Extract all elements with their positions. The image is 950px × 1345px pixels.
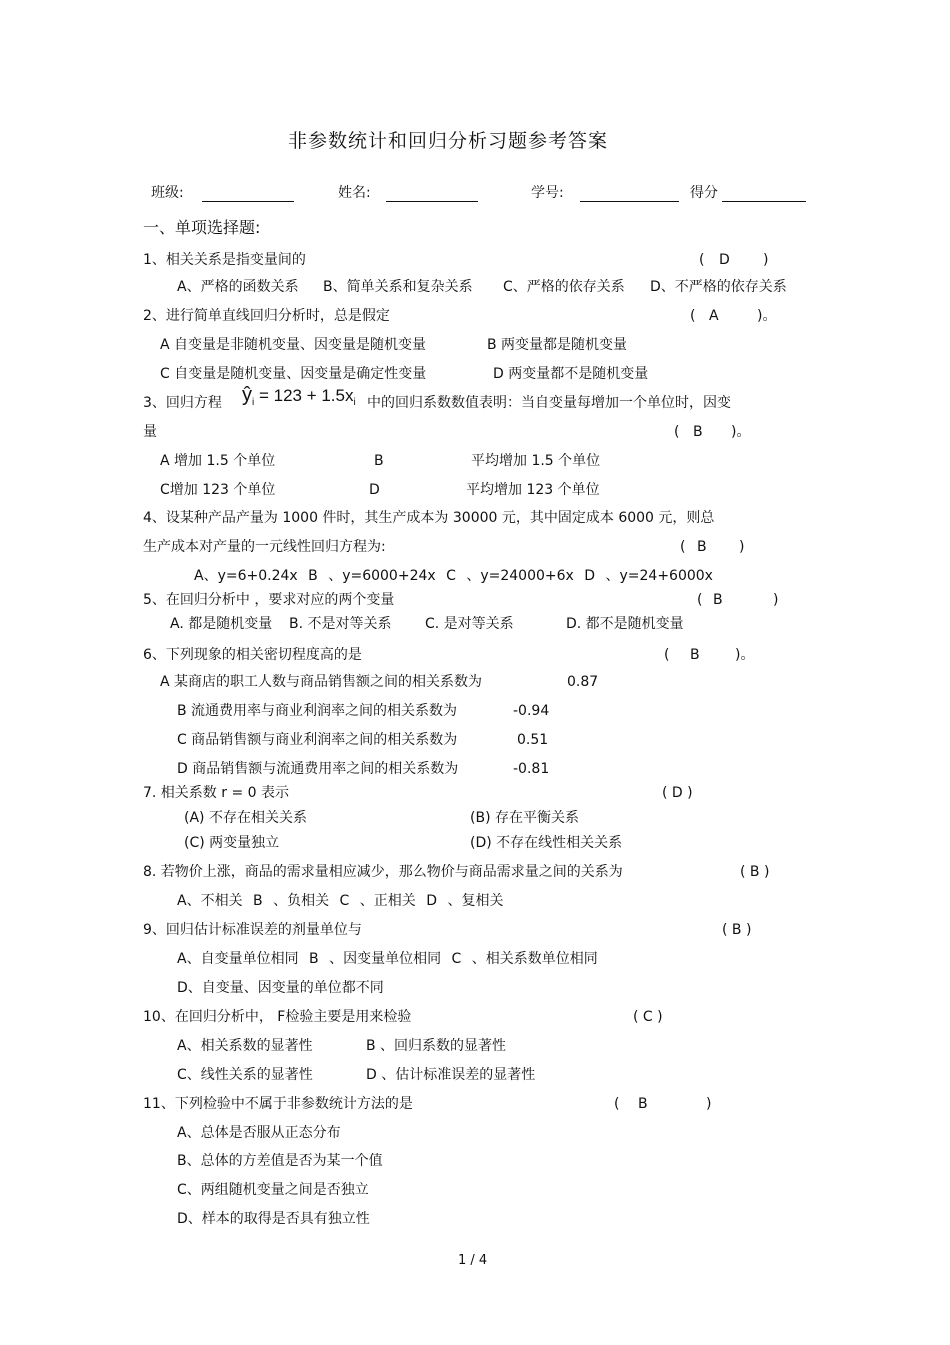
q6-option-d-value: -0.81 xyxy=(513,761,550,777)
q3-formula-sub-1: i xyxy=(252,397,255,408)
q8-options: A、不相关 B 、负相关 C 、正相关 D 、复相关 xyxy=(177,893,504,909)
q2-answer-open: ( xyxy=(690,308,696,324)
q2-answer-close: )。 xyxy=(757,308,777,324)
q3-answer-open: ( xyxy=(674,424,680,440)
q11-option-b: B、总体的方差值是否为某一个值 xyxy=(177,1153,383,1169)
q5-option-d: D. 都不是随机变量 xyxy=(566,616,684,632)
q10-stem: 10、在回归分析中， F检验主要是用来检验 xyxy=(143,1009,412,1025)
q11-stem: 11、下列检验中不属于非参数统计方法的是 xyxy=(143,1096,413,1112)
q1-option-b: B、简单关系和复杂关系 xyxy=(323,279,473,295)
q10-answer: ( C ) xyxy=(633,1009,663,1025)
q3-option-a: A 增加 1.5 个单位 xyxy=(160,453,276,469)
q1-answer: D xyxy=(719,252,730,268)
q7-option-d: (D) 不存在线性相关关系 xyxy=(470,835,623,851)
q3-answer-close: )。 xyxy=(731,424,751,440)
q6-option-a-value: 0.87 xyxy=(567,674,599,690)
q11-answer-open: ( xyxy=(614,1096,620,1112)
q10-option-a: A、相关系数的显著性 xyxy=(177,1038,313,1054)
class-blank[interactable] xyxy=(202,201,294,202)
name-label: 姓名: xyxy=(338,185,371,201)
q6-option-c-value: 0.51 xyxy=(517,732,549,748)
q2-answer: A xyxy=(709,308,719,324)
q7-option-c: (C) 两变量独立 xyxy=(184,835,280,851)
q1-answer-open: ( xyxy=(699,252,705,268)
name-blank[interactable] xyxy=(386,201,478,202)
q2-option-b: B 两变量都是随机变量 xyxy=(487,337,628,353)
q4-stem: 4、设某种产品产量为 1000 件时，其生产成本为 30000 元，其中固定成本 6000 元，则总 xyxy=(143,510,715,526)
q6-answer-close: )。 xyxy=(735,647,755,663)
score-label: 得分 xyxy=(690,185,718,201)
q6-answer: B xyxy=(690,647,700,663)
q11-answer: B xyxy=(638,1096,648,1112)
q3-answer: B xyxy=(693,424,703,440)
q11-option-c: C、两组随机变量之间是否独立 xyxy=(177,1182,369,1198)
q9-option-d: D、自变量、因变量的单位都不同 xyxy=(177,980,384,996)
class-label: 班级: xyxy=(151,185,184,201)
score-blank[interactable] xyxy=(722,201,806,202)
q3-stem-rest: 中的回归系数数值表明：当自变量每增加一个单位时，因变 xyxy=(367,395,731,411)
q9-answer: ( B ) xyxy=(722,922,752,938)
q10-option-c: C、线性关系的显著性 xyxy=(177,1067,313,1083)
q7-answer: ( D ) xyxy=(662,785,693,801)
q3-option-d-letter: D xyxy=(369,482,380,498)
q5-answer-open: ( xyxy=(697,592,703,608)
q6-option-a: A 某商店的职工人数与商品销售额之间的相关系数为 xyxy=(160,674,483,690)
q6-option-c: C 商品销售额与商业利润率之间的相关系数为 xyxy=(177,732,458,748)
q3-option-b-text: 平均增加 1.5 个单位 xyxy=(471,453,601,469)
q9-options: A、自变量单位相同 B 、因变量单位相同 C 、相关系数单位相同 xyxy=(177,951,598,967)
q3-option-b-letter: B xyxy=(374,453,384,469)
q1-stem: 1、相关关系是指变量间的 xyxy=(143,252,306,268)
q2-stem: 2、进行简单直线回归分析时，总是假定 xyxy=(143,308,390,324)
q5-answer-close: ) xyxy=(773,592,779,608)
q6-option-b: B 流通费用率与商业利润率之间的相关系数为 xyxy=(177,703,458,719)
q1-answer-close: ) xyxy=(763,252,769,268)
q4-answer-close: ) xyxy=(739,539,745,555)
q3-formula-sub-2: i xyxy=(353,397,356,408)
q6-stem: 6、下列现象的相关密切程度高的是 xyxy=(143,647,362,663)
q4-stem-line2: 生产成本对产量的一元线性回归方程为: xyxy=(143,539,386,555)
q8-stem: 8. 若物价上涨，商品的需求量相应减少，那么物价与商品需求量之间的关系为 xyxy=(143,864,623,880)
q3-formula-yhat: ŷ xyxy=(242,384,252,406)
q5-option-b: B. 不是对等关系 xyxy=(289,616,392,632)
q5-stem: 5、在回归分析中 ，要求对应的两个变量 xyxy=(143,592,395,608)
q2-option-c: C 自变量是随机变量、因变量是确定性变量 xyxy=(160,366,427,382)
q11-option-a: A、总体是否服从正态分布 xyxy=(177,1125,341,1141)
q10-option-b: B 、回归系数的显著性 xyxy=(366,1038,507,1054)
q1-option-d: D、不严格的依存关系 xyxy=(650,279,787,295)
q7-option-a: (A) 不存在相关关系 xyxy=(184,810,307,826)
q11-option-d: D、样本的取得是否具有独立性 xyxy=(177,1211,370,1227)
q10-option-d: D 、估计标准误差的显著性 xyxy=(366,1067,536,1083)
page-title: 非参数统计和回归分析习题参考答案 xyxy=(288,130,609,152)
q6-answer-open: ( xyxy=(664,647,670,663)
q7-stem: 7. 相关系数 r = 0 表示 xyxy=(143,785,290,801)
q6-option-d: D 商品销售额与流通费用率之间的相关系数为 xyxy=(177,761,459,777)
q2-option-a: A 自变量是非随机变量、因变量是随机变量 xyxy=(160,337,427,353)
q5-answer: B xyxy=(713,592,723,608)
q5-option-a: A. 都是随机变量 xyxy=(170,616,273,632)
q2-option-d: D 两变量都不是随机变量 xyxy=(493,366,649,382)
q5-option-c: C. 是对等关系 xyxy=(425,616,514,632)
q4-answer: B xyxy=(697,539,707,555)
q9-stem: 9、回归估计标准误差的剂量单位与 xyxy=(143,922,362,938)
q1-option-c: C、严格的依存关系 xyxy=(503,279,625,295)
q8-answer: ( B ) xyxy=(740,864,770,880)
q4-options: A、y=6+0.24x B 、y=6000+24x C 、y=24000+6x D 、y=24+6000x xyxy=(194,568,713,584)
q3-formula xyxy=(242,386,356,408)
q6-option-b-value: -0.94 xyxy=(513,703,550,719)
student-id-blank[interactable] xyxy=(580,201,679,202)
q7-option-b: (B) 存在平衡关系 xyxy=(470,810,579,826)
q1-option-a: A、严格的函数关系 xyxy=(177,279,299,295)
page-number: 1 / 4 xyxy=(458,1253,488,1268)
q3-formula-body: = 123 + 1.5x xyxy=(254,386,354,405)
q3-stem-line2: 量 xyxy=(143,424,157,440)
q3-option-c: C增加 123 个单位 xyxy=(160,482,276,498)
section-heading: 一、单项选择题: xyxy=(143,218,261,237)
q4-answer-open: ( xyxy=(680,539,686,555)
q3-option-d-text: 平均增加 123 个单位 xyxy=(466,482,600,498)
student-id-label: 学号: xyxy=(531,185,564,201)
q11-answer-close: ) xyxy=(706,1096,712,1112)
q3-stem: 3、回归方程 xyxy=(143,395,222,411)
